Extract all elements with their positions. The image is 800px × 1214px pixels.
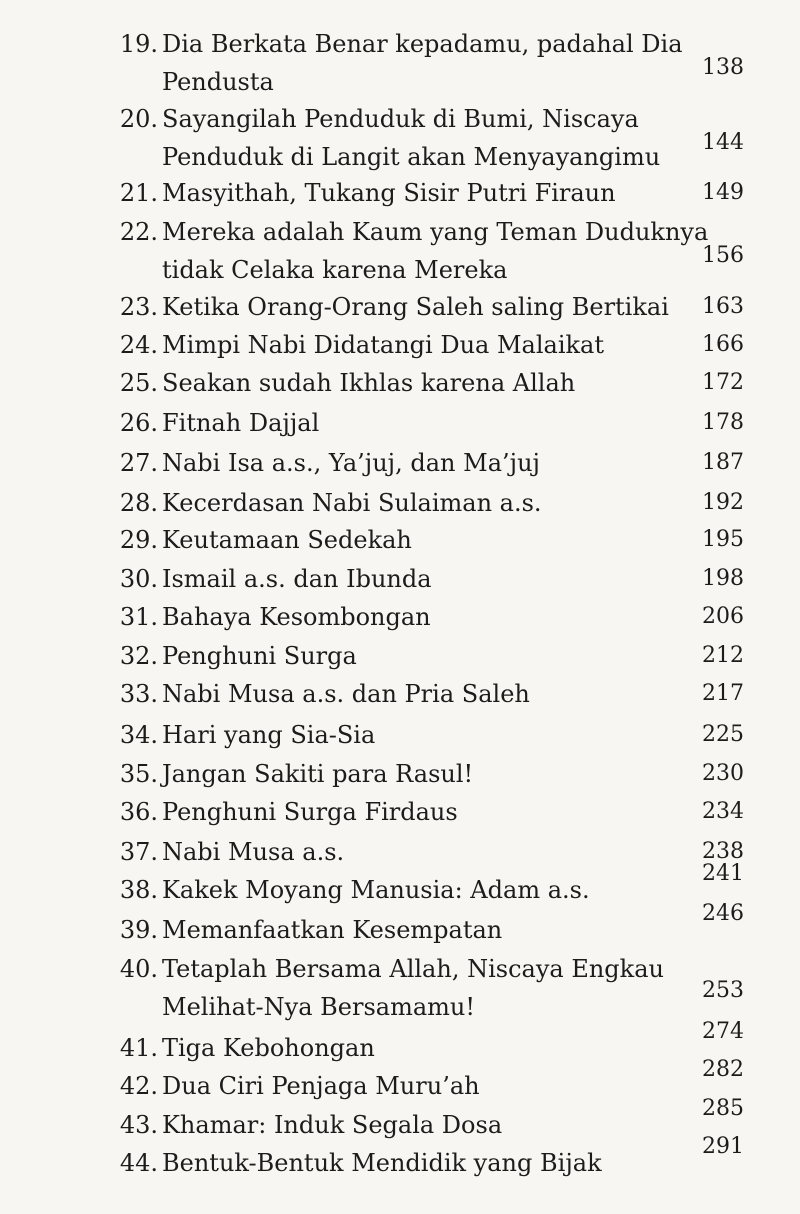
toc-entry-number: 22. <box>119 218 158 246</box>
toc-entry-title-line: Masyithah, Tukang Sisir Putri Firaun <box>162 179 616 207</box>
toc-entry-page-number: 163 <box>702 294 744 319</box>
toc-entry-title <box>162 871 692 909</box>
toc-entry-page-number: 192 <box>702 490 744 515</box>
toc-entry-number: 44. <box>119 1149 158 1177</box>
toc-entry-number: 31. <box>119 603 158 631</box>
toc-entry-title <box>162 364 692 402</box>
toc-entry-title <box>162 174 692 212</box>
toc-entry-number: 24. <box>119 331 158 359</box>
toc-entry-title-line: Khamar: Induk Segala Dosa <box>162 1111 503 1139</box>
toc-entry-title <box>162 1106 692 1144</box>
toc-entry-number: 21. <box>119 179 158 207</box>
toc-entry-title-line: Ketika Orang-Orang Saleh saling Bertikai <box>162 293 669 321</box>
toc-entry-number: 42. <box>119 1072 158 1100</box>
toc-entry-number: 41. <box>119 1034 158 1062</box>
toc-entry-number: 29. <box>119 526 158 554</box>
toc-entry-title <box>162 560 692 598</box>
toc-entry-title-line: Mereka adalah Kaum yang Teman Duduknya <box>162 218 709 246</box>
toc-entry-title-line: Kakek Moyang Manusia: Adam a.s. <box>162 876 590 904</box>
toc-entry-title-line: Tiga Kebohongan <box>162 1034 375 1062</box>
toc-entry-page-number: 274 <box>702 1019 744 1044</box>
toc-entry-page-number: 291 <box>702 1134 744 1159</box>
toc-entry-page-number: 230 <box>702 761 744 786</box>
toc-entry-page-number: 178 <box>702 410 744 435</box>
toc-entry-title <box>162 675 692 713</box>
toc-entry-title <box>162 326 692 364</box>
toc-entry-page-number: 238 <box>702 839 744 864</box>
toc-entry-title <box>162 793 692 831</box>
toc-entry-title-line: Nabi Musa a.s. dan Pria Saleh <box>162 680 530 708</box>
toc-entry-title <box>162 484 692 522</box>
toc-entry-title-line: Ismail a.s. dan Ibunda <box>162 565 432 593</box>
toc-entry-title-line: Fitnah Dajjal <box>162 409 320 437</box>
toc-entry-title <box>162 288 692 326</box>
toc-entry-title-line: Hari yang Sia-Sia <box>162 721 376 749</box>
toc-entry-page-number: 246 <box>702 901 744 926</box>
toc-entry-title-line: Pendusta <box>162 68 274 96</box>
toc-entry-title-line: Melihat-Nya Bersamamu! <box>162 993 476 1021</box>
toc-entry-page-number: 282 <box>702 1057 744 1082</box>
toc-entry-page-number: 149 <box>702 180 744 205</box>
toc-entry-page-number: 195 <box>702 527 744 552</box>
toc-entry-title-line: Penduduk di Langit akan Menyayangimu <box>162 143 661 171</box>
toc-entry-page-number: 241 <box>702 861 744 886</box>
toc-entry-number: 20. <box>119 105 158 133</box>
toc-entry-title <box>162 716 692 754</box>
toc-entry-title <box>162 521 692 559</box>
toc-entry-number: 27. <box>119 449 158 477</box>
toc-entry-page-number: 253 <box>702 978 744 1003</box>
toc-entry-page-number: 166 <box>702 332 744 357</box>
toc-entry-title <box>162 833 692 871</box>
toc-entry-title <box>162 25 692 101</box>
toc-entry-number: 30. <box>119 565 158 593</box>
toc-entry-number: 35. <box>119 760 158 788</box>
toc-entry-title-line: Dua Ciri Penjaga Muru’ah <box>162 1072 480 1100</box>
toc-entry-title <box>162 100 692 176</box>
toc-entry-number: 19. <box>119 30 158 58</box>
toc-entry-page-number: 225 <box>702 722 744 747</box>
toc-entry-title-line: Jangan Sakiti para Rasul! <box>162 760 474 788</box>
toc-entry-number: 33. <box>119 680 158 708</box>
toc-entry-title-line: Bahaya Kesombongan <box>162 603 431 631</box>
toc-entry-title <box>162 950 692 1026</box>
toc-entry-number: 32. <box>119 642 158 670</box>
toc-entry-title-line: Seakan sudah Ikhlas karena Allah <box>162 369 576 397</box>
toc-entry-page-number: 217 <box>702 681 744 706</box>
toc-entry-number: 37. <box>119 838 158 866</box>
toc-entry-title <box>162 911 692 949</box>
toc-entry-title-line: Bentuk-Bentuk Mendidik yang Bijak <box>162 1149 602 1177</box>
toc-entry-title-line: Keutamaan Sedekah <box>162 526 412 554</box>
toc-entry-title-line: Kecerdasan Nabi Sulaiman a.s. <box>162 489 542 517</box>
toc-entry-title <box>162 598 692 636</box>
toc-entry-page-number: 144 <box>702 130 744 155</box>
toc-entry-page-number: 187 <box>702 450 744 475</box>
toc-entry-title <box>162 1029 692 1067</box>
toc-entry-title <box>162 755 692 793</box>
toc-entry-number: 38. <box>119 876 158 904</box>
toc-entry-number: 28. <box>119 489 158 517</box>
toc-entry-number: 39. <box>119 916 158 944</box>
toc-entry-title-line: tidak Celaka karena Mereka <box>162 256 508 284</box>
toc-entry-number: 40. <box>119 955 158 983</box>
toc-entry-number: 26. <box>119 409 158 437</box>
toc-entry-title-line: Penghuni Surga Firdaus <box>162 798 458 826</box>
toc-entry-title-line: Tetaplah Bersama Allah, Niscaya Engkau <box>162 955 664 983</box>
toc-entry-title-line: Dia Berkata Benar kepadamu, padahal Dia <box>162 30 683 58</box>
toc-entry-title <box>162 637 692 675</box>
toc-entry-number: 25. <box>119 369 158 397</box>
toc-entry-title-line: Penghuni Surga <box>162 642 357 670</box>
toc-entry-title-line: Nabi Isa a.s., Ya’juj, dan Ma’juj <box>162 449 540 477</box>
toc-entry-title-line: Memanfaatkan Kesempatan <box>162 916 503 944</box>
toc-entry-title <box>162 444 692 482</box>
toc-entry-page-number: 285 <box>702 1096 744 1121</box>
toc-entry-number: 23. <box>119 293 158 321</box>
toc-entry-title-line: Mimpi Nabi Didatangi Dua Malaikat <box>162 331 604 359</box>
toc-entry-page-number: 156 <box>702 243 744 268</box>
toc-entry-page-number: 198 <box>702 566 744 591</box>
toc-entry-number: 43. <box>119 1111 158 1139</box>
toc-entry-page-number: 234 <box>702 799 744 824</box>
toc-entry-number: 34. <box>119 721 158 749</box>
toc-entry-page-number: 172 <box>702 370 744 395</box>
toc-entry-title <box>162 1067 692 1105</box>
toc-entry-page-number: 212 <box>702 643 744 668</box>
toc-entry-title-line: Sayangilah Penduduk di Bumi, Niscaya <box>162 105 639 133</box>
toc-entry-title <box>162 1144 692 1182</box>
toc-entry-title-line: Nabi Musa a.s. <box>162 838 345 866</box>
toc-entry-number: 36. <box>119 798 158 826</box>
toc-entry-page-number: 138 <box>702 55 744 80</box>
toc-entry-page-number: 206 <box>702 604 744 629</box>
toc-entry-title <box>162 213 709 289</box>
toc-entry-title <box>162 404 692 442</box>
